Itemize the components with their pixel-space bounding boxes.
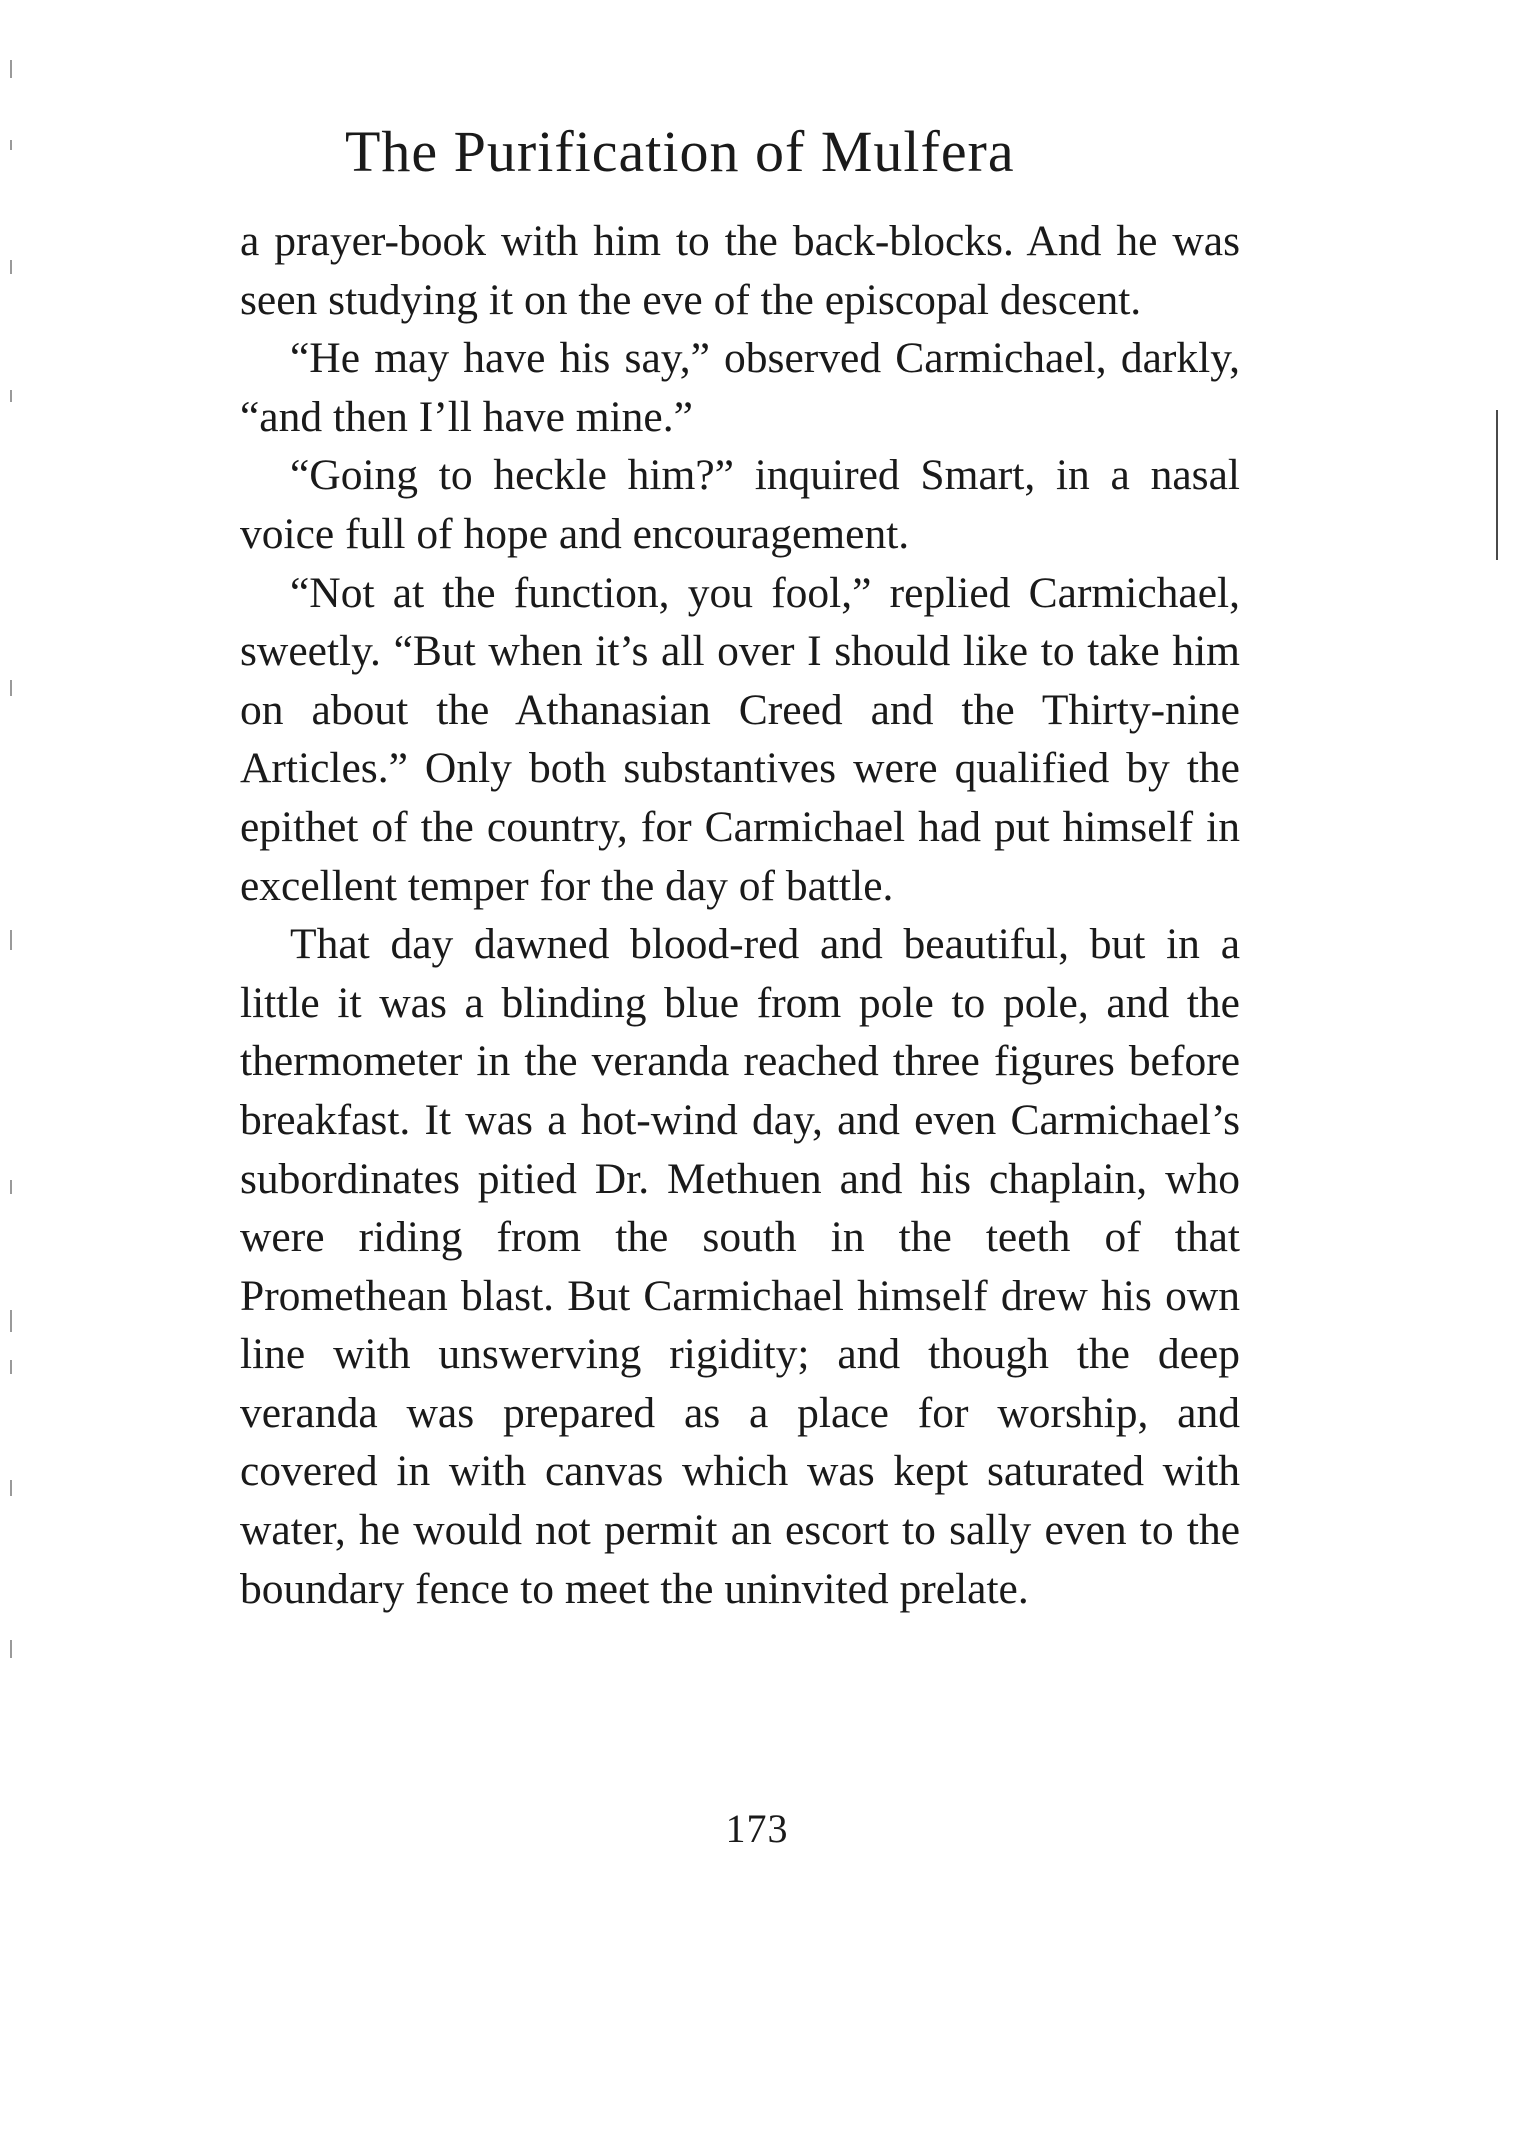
paragraph: That day dawned blood-red and beautiful, but in a little it was a blinding blue from pole to pole, and the thermometer in the veranda reached three figures before breakfast. It was a hot-wind day, and even Carmichael’s subordinates pitied Dr. Methuen and his chaplain, who were riding from the south in the teeth of that Promethean blast. But Carmichael himself drew his own line with unswerving rigidity; and though the deep veranda was prepared as a place for worship, and covered in with canvas which was kept saturated with water, he would not permit an escort to sally even to the boundary fence to meet the uninvited prelate. xyxy=(240,920,1240,1613)
page-number: 173 xyxy=(725,1806,789,1851)
scan-edge-mark xyxy=(1496,410,1498,560)
paragraph: “He may have his say,” observed Carmichael, darkly, “and then I’ll have mine.” xyxy=(240,334,1240,441)
page-body xyxy=(240,212,1240,1618)
paragraph: “Not at the function, you fool,” replied Carmichael, sweetly. “But when it’s all over I should like to take him on about the Athanasian Creed and the Thirty-nine Articles.” Only both substantives were qualified by the epithet of the country, for Carmichael had put himself in excellent temper for the day of battle. xyxy=(240,568,1240,910)
scan-gutter-marks xyxy=(10,60,14,1660)
paragraph: “Going to heckle him?” inquired Smart, in a nasal voice full of hope and encouragement. xyxy=(240,451,1240,558)
running-title: The Purification of Mulfera xyxy=(345,119,1015,184)
paragraph: a prayer-book with him to the back-blocks. And he was seen studying it on the eve of the episcopal descent. xyxy=(240,217,1240,324)
